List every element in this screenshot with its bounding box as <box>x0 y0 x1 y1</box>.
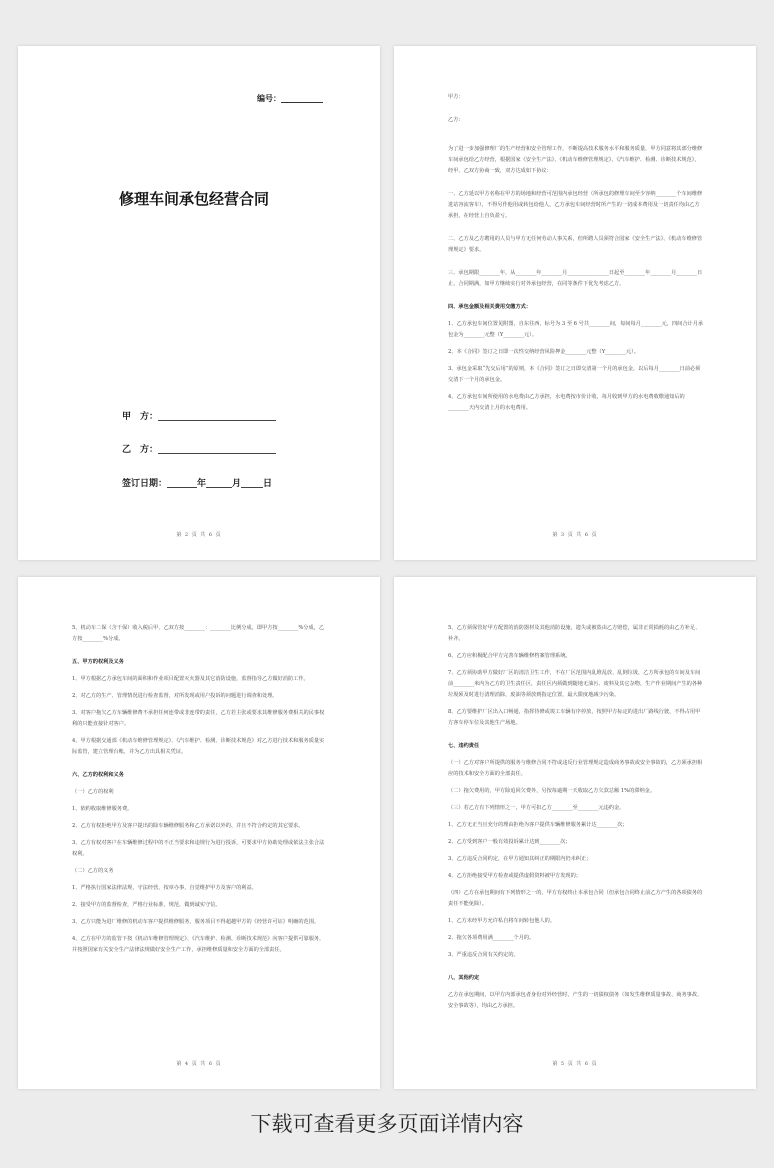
paragraph-gap <box>448 961 704 973</box>
paragraph-gap <box>448 414 704 420</box>
sign-date <box>122 476 272 489</box>
day-blank <box>241 487 263 488</box>
paragraph-gap <box>448 177 704 189</box>
paragraph: 4、甲方根据交通部《机动车维修管理规定》、《汽车维护、检测、诊断技术规范》对乙方进行技术和服务质量实际监管，建立管理台帐，并为乙方出具相关凭证。 <box>72 738 325 755</box>
page-footer: 第 4 页 共 6 页 <box>176 1061 222 1067</box>
page-cover <box>18 46 380 560</box>
paragraph: 2、接受甲方的监督检查，严格行业标准、规范，做到诚实守信。 <box>72 902 221 908</box>
year-blank <box>167 487 197 488</box>
sign-date-label: 签订日期： <box>122 479 168 489</box>
party-b-line <box>158 453 276 454</box>
paragraph: 7、乙方须协助甲方做好厂区的清洁卫生工作，不在厂区范围内乱堆乱放、乱倒垃圾，乙方所承包的车间及车间前________米内为乙方的卫生责任区，责任区内须做到随地无油污、废料及其它杂物，生产作业期间产生的各种垃圾须及时进行清理消除，废油等须放到指定位置，最大限度地减少污染。 <box>448 670 703 698</box>
paragraph: 3、乙方违反合同约定，在甲方通知其纠正的期限内仍未纠正； <box>448 856 592 862</box>
paragraph: 6、乙方应积极配合甲方完善车辆维修档案管理系统。 <box>448 653 571 659</box>
paragraph: 乙方： <box>448 117 464 123</box>
paragraph: 3、严重违反合同有关约定的。 <box>448 952 519 958</box>
paragraph: （一）乙方对客户所提供的服务与维修合同不符或违反行业管理规定造成商务事故或安全事故的，乙方须承担相应的技术和安全方面的全部责任。 <box>448 760 703 777</box>
month-label: 月 <box>232 479 242 489</box>
paragraph: 1、依约收取维修服务费。 <box>72 806 133 812</box>
section-heading: 五、甲方的权利及义务 <box>72 659 124 665</box>
page-footer: 第 5 页 共 6 页 <box>552 1061 598 1067</box>
contract-number-blank <box>281 102 323 103</box>
paragraph: （四）乙方在承包期间有下列情形之一的，甲方有权终止本承包合同（但承包合同终止前乙方产生的各项债务的责任不能免除）。 <box>448 890 703 907</box>
page-terms-2 <box>18 577 380 1089</box>
contract-number <box>257 93 323 104</box>
paragraph: 为了进一步加强修理厂的生产经营和安全管理工作，不断提高技术服务水平和服务质量，甲方同意将其部分维修车间承包给乙方经营，根据国家《安全生产法》、《机动车维修管理规定》、《汽车维护、检测、诊断技术规范》，经甲、乙双方协商一致，双方达成如下协议： <box>448 146 703 174</box>
party-b-label: 乙 方： <box>122 445 159 455</box>
paragraph: 1、乙方未经甲方允许私自将车间转包他人的。 <box>448 918 556 924</box>
paragraph: 3、乙方只能为进厂维修的机动车客户提供维修服务，服务项目不得超越甲方的《经营许可证》明确的范围。 <box>72 919 320 925</box>
page-footer: 第 2 页 共 6 页 <box>176 532 222 538</box>
paragraph-gap <box>448 290 704 302</box>
party-a-label: 甲 方： <box>122 412 159 422</box>
section-heading: 六、乙方的权利和义务 <box>72 772 124 778</box>
section-heading: 七、违约责任 <box>448 743 480 749</box>
party-a-line <box>158 420 276 421</box>
month-blank <box>206 487 232 488</box>
paragraph: 3、对客户拖欠乙方车辆维修费不承担任何连带或非连带的责任，乙方若主张或要求其维修服务费相关的民事权利的只能直接针对客户。 <box>72 710 325 727</box>
paragraph: 二、乙方及乙方聘用的人员与甲方无任何劳动人事关系，但所聘人员须符合国家《安全生产法》、《机动车维修管理规定》要求。 <box>448 236 703 253</box>
paragraph: 2、对乙方的生产、管理情况进行检查监督，对所发现或用户投诉的问题进行调查和处理。 <box>72 693 278 699</box>
section-heading: 八、其他约定 <box>448 975 480 981</box>
paragraph-gap <box>448 222 704 234</box>
paragraph: 8、乙方要维护厂区出入口畅通，指挥待修或竣工车辆有序停放，按照甲方标定的进出厂路线行驶，不得占用甲方客车停车位及其他生产场地。 <box>448 709 701 726</box>
day-label: 日 <box>263 479 273 489</box>
paragraph: （二）乙方的义务 <box>72 868 114 874</box>
page-body <box>72 623 328 962</box>
paragraph-gap <box>448 729 704 741</box>
year-label: 年 <box>197 479 207 489</box>
party-b-signature <box>122 442 276 455</box>
page-terms-1 <box>394 46 756 560</box>
paragraph: （一）乙方的权利 <box>72 789 114 795</box>
paragraph: （二）拖欠费用的，甲方除追回欠费外，另按每逾期一天收取乙方欠款总额 1%的滞纳金。 <box>448 788 656 794</box>
party-a-signature <box>122 409 276 422</box>
paragraph-gap <box>448 126 704 138</box>
paragraph: 5、乙方须保管好甲方配置的消防器材及其他消防设施，遗失或被盗由乙方赔偿，属非正常损耗的由乙方补足、补齐。 <box>448 625 701 642</box>
paragraph: 甲方： <box>448 94 464 100</box>
section-heading: 四、承包金额及相关费用交缴方式： <box>448 304 532 310</box>
paragraph: 三、承包期限________年，从________年________月________________日起至________年________月________日止，合同期满，如甲方继续实行对外承包经营，在同等条件下优先考虑乙方。 <box>448 270 703 287</box>
paragraph: 乙方在承包期间，以甲方内部承包者身份对外经营时，产生的一切债权债务（如发生维修质量事故、商务事故、安全事故等），均由乙方承担。 <box>448 992 703 1009</box>
page-body <box>448 92 704 420</box>
paragraph: 2、乙方有权拒绝甲方及客户提出的除车辆维修服务和乙方承诺以外的、并且不符合约定的其它要求。 <box>72 823 304 829</box>
contract-title: 修理车间承包经营合同 <box>119 190 270 208</box>
page-footer: 第 3 页 共 6 页 <box>552 532 598 538</box>
paragraph: 4、乙方在甲方的监管下按《机动车维修管理规定》、《汽车维护、检测、诊断技术规范》向客户提供可靠服务，并按照国家有关安全生产法律法规做好安全生产工作，承担维修质量和安全方面的全部责任。 <box>72 936 325 953</box>
paragraph-gap <box>448 1012 704 1018</box>
paragraph: 4、乙方承包车间所使用的水电费由乙方承担，水电费按市价计收，每月收到甲方的水电费收缴通知后的________天内交清上月的水电费用。 <box>448 394 685 411</box>
paragraph-gap <box>72 758 328 770</box>
paragraph: 1、严格执行国家法律法规，守法经营，按章办事，自觉维护甲方及客户的利益。 <box>72 885 257 891</box>
paragraph: 5、机动车二保（含干保）收入税后甲、乙双方按________：________比例分成，即甲方按________%分成，乙方按________%分成。 <box>72 625 325 642</box>
page-terms-3 <box>394 577 756 1089</box>
paragraph: 2、乙方受到客户一般有效投诉累计达到________次； <box>448 839 571 845</box>
paragraph-gap <box>72 956 328 962</box>
paragraph: 3、承包金采取“先交后用”的原则，本《合同》签订之日即交清第一个月的承包金，以后每月________日前必须交清下一个月的承包金。 <box>448 366 701 383</box>
paragraph: 2、拖欠各项费用满________个月的。 <box>448 935 535 941</box>
paragraph: 1、乙方承包车间位置见附图，自东往西，标号为 3 至 6 号共________间，每间每月________元，四间合计月承包金为________元整（Y________元）。 <box>448 321 704 338</box>
paragraph: 3、乙方有权对客户在车辆维修过程中的不正当要求和违规行为进行投诉，可要求甲方协助处理或依法主张合法权利。 <box>72 840 325 857</box>
paragraph: 2、本《合同》签订之日即一次性交纳经营风险押金________元整（Y________元）。 <box>448 349 639 355</box>
paragraph: 1、甲方根据乙方承包车间的面积和作业项目配置灭火器及其它消防设施，监督指导乙方做好消防工作。 <box>72 676 309 682</box>
paragraph-gap <box>72 645 328 657</box>
contract-number-label: 编号： <box>257 93 281 103</box>
paragraph: 4、乙方拒绝接受甲方检查或提供虚假资料被甲方发现的； <box>448 873 581 879</box>
paragraph-gap <box>448 256 704 268</box>
paragraph: 一、乙方延以甲方名称在甲方的场地和经营可范围内承包经营（所承包的修理车间至少容纳________个车间维修进站容流客车），不得另作他用或转包给他人，乙方承包车间经营时所产生的一切成本费用及一切责任均由乙方承担，在经营上自负盈亏。 <box>448 191 703 219</box>
page-body <box>448 623 704 1018</box>
paragraph: 1、乙方无正当且充分的理由拒绝为客户提供车辆维修服务累计达________次； <box>448 822 628 828</box>
paragraph: （三）若乙方有下列情形之一，甲方可扣乙方________至________元违约金。 <box>448 805 625 811</box>
download-caption: 下载可查看更多页面详情内容 <box>250 1112 524 1136</box>
